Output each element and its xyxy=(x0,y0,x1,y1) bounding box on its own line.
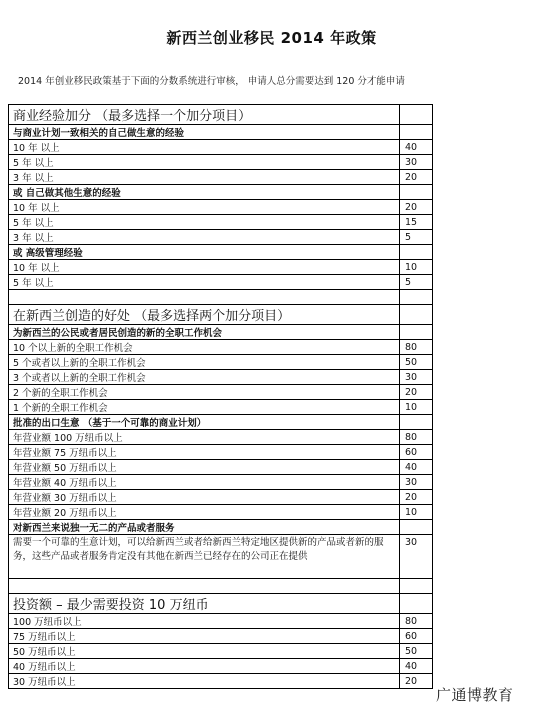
points-cell: 10 xyxy=(405,261,418,273)
spacer-row xyxy=(9,290,432,305)
points-cell: 20 xyxy=(405,675,418,687)
points-cell: 30 xyxy=(405,476,418,488)
points-cell xyxy=(400,325,432,339)
points-cell xyxy=(400,594,432,613)
table-row xyxy=(9,460,432,475)
points-cell: 20 xyxy=(405,171,418,183)
points-cell xyxy=(400,125,432,139)
criteria-cell: 与商业计划一致相关的自己做生意的经验 xyxy=(9,125,400,139)
criteria-cell: 年营业额 20 万纽币以上 xyxy=(9,505,400,519)
points-cell: 30 xyxy=(405,156,418,168)
criteria-cell: 30 万纽币以上 xyxy=(9,674,400,688)
table-row xyxy=(9,674,432,689)
subheader-row xyxy=(9,415,432,430)
criteria-cell: 10 个以上新的全职工作机会 xyxy=(9,340,400,354)
section-header-row xyxy=(9,305,432,325)
table-row xyxy=(9,370,432,385)
points-cell xyxy=(400,290,432,304)
points-cell: 30 xyxy=(405,537,418,548)
table-row xyxy=(9,355,432,370)
points-cell xyxy=(400,579,432,593)
page-title: 新西兰创业移民 2014 年政策 xyxy=(166,29,377,47)
subheader-row xyxy=(9,245,432,260)
criteria-cell: 10 年 以上 xyxy=(9,140,400,154)
criteria-cell: 10 年 以上 xyxy=(9,260,400,274)
table-row xyxy=(9,614,432,629)
points-cell: 40 xyxy=(405,660,418,672)
criteria-cell: 或 自己做其他生意的经验 xyxy=(9,185,400,199)
criteria-cell: 年营业额 30 万纽币以上 xyxy=(9,490,400,504)
criteria-cell xyxy=(9,579,400,593)
points-cell: 80 xyxy=(405,431,418,443)
points-cell: 15 xyxy=(405,216,418,228)
table-row xyxy=(9,200,432,215)
table-row xyxy=(9,385,432,400)
spacer-row xyxy=(9,579,432,594)
points-cell: 60 xyxy=(405,446,418,458)
table-row xyxy=(9,505,432,520)
criteria-cell: 年营业额 40 万纽币以上 xyxy=(9,475,400,489)
criteria-cell: 10 年 以上 xyxy=(9,200,400,214)
criteria-cell: 批准的出口生意 （基于一个可靠的商业计划） xyxy=(9,415,400,429)
criteria-cell: 3 年 以上 xyxy=(9,230,400,244)
criteria-cell: 100 万纽币以上 xyxy=(9,614,400,628)
criteria-cell: 年营业额 50 万纽币以上 xyxy=(9,460,400,474)
table-row xyxy=(9,215,432,230)
criteria-cell: 对新西兰来说独一无二的产品或者服务 xyxy=(9,520,400,534)
table-row xyxy=(9,490,432,505)
points-cell xyxy=(400,415,432,429)
points-cell: 20 xyxy=(405,386,418,398)
table-row xyxy=(9,430,432,445)
points-cell xyxy=(400,520,432,534)
subheader-row xyxy=(9,520,432,535)
subheader-row xyxy=(9,185,432,200)
table-row xyxy=(9,445,432,460)
points-cell xyxy=(400,305,432,324)
criteria-cell: 年营业额 100 万纽币以上 xyxy=(9,430,400,444)
points-cell: 20 xyxy=(405,491,418,503)
criteria-cell: 40 万纽币以上 xyxy=(9,659,400,673)
criteria-cell: 5 年 以上 xyxy=(9,215,400,229)
criteria-cell: 在新西兰创造的好处 （最多选择两个加分项目） xyxy=(9,305,400,324)
points-cell: 5 xyxy=(405,231,412,243)
table-row xyxy=(9,230,432,245)
criteria-cell: 1 个新的全职工作机会 xyxy=(9,400,400,414)
table-row xyxy=(9,535,432,579)
table-row xyxy=(9,644,432,659)
points-cell xyxy=(400,185,432,199)
criteria-cell: 75 万纽币以上 xyxy=(9,629,400,643)
subheader-row xyxy=(9,125,432,140)
criteria-cell: 需要一个可靠的生意计划，可以给新西兰或者给新西兰特定地区提供新的产品或者新的服务，这些产品或者服务肯定没有其他在新西兰已经存在的公司正在提供 xyxy=(9,535,400,578)
points-cell: 10 xyxy=(405,506,418,518)
points-table xyxy=(8,104,433,689)
points-cell: 20 xyxy=(405,201,418,213)
table-row xyxy=(9,340,432,355)
intro-text: 2014 年创业移民政策基于下面的分数系统进行审核， 申请人总分需要达到 120 分才能申请 xyxy=(18,76,405,87)
table-row xyxy=(9,475,432,490)
table-row xyxy=(9,400,432,415)
points-cell: 80 xyxy=(405,615,418,627)
criteria-cell: 投资额 – 最少需要投资 10 万纽币 xyxy=(9,594,400,613)
points-cell: 50 xyxy=(405,356,418,368)
points-cell xyxy=(400,245,432,259)
table-row xyxy=(9,170,432,185)
table-row xyxy=(9,155,432,170)
points-cell: 10 xyxy=(405,401,418,413)
criteria-cell: 年营业额 75 万纽币以上 xyxy=(9,445,400,459)
section-header-row xyxy=(9,594,432,614)
table-row xyxy=(9,629,432,644)
subheader-row xyxy=(9,325,432,340)
criteria-cell xyxy=(9,290,400,304)
table-row xyxy=(9,140,432,155)
table-row xyxy=(9,260,432,275)
table-row xyxy=(9,659,432,674)
criteria-cell: 50 万纽币以上 xyxy=(9,644,400,658)
points-cell: 80 xyxy=(405,341,418,353)
criteria-cell: 5 个或者以上新的全职工作机会 xyxy=(9,355,400,369)
criteria-cell: 或 高级管理经验 xyxy=(9,245,400,259)
points-cell xyxy=(400,105,432,124)
criteria-cell: 3 年 以上 xyxy=(9,170,400,184)
criteria-cell: 5 年 以上 xyxy=(9,155,400,169)
criteria-cell: 5 年 以上 xyxy=(9,275,400,289)
points-cell: 30 xyxy=(405,371,418,383)
watermark-logo: 广通博教育 xyxy=(436,686,514,704)
points-cell: 50 xyxy=(405,645,418,657)
points-cell: 5 xyxy=(405,276,412,288)
points-cell: 40 xyxy=(405,141,418,153)
points-cell: 40 xyxy=(405,461,418,473)
section-header-row xyxy=(9,105,432,125)
criteria-cell: 3 个或者以上新的全职工作机会 xyxy=(9,370,400,384)
criteria-cell: 2 个新的全职工作机会 xyxy=(9,385,400,399)
table-row xyxy=(9,275,432,290)
points-cell: 60 xyxy=(405,630,418,642)
criteria-cell: 商业经验加分 （最多选择一个加分项目） xyxy=(9,105,400,124)
criteria-cell: 为新西兰的公民或者居民创造的新的全职工作机会 xyxy=(9,325,400,339)
